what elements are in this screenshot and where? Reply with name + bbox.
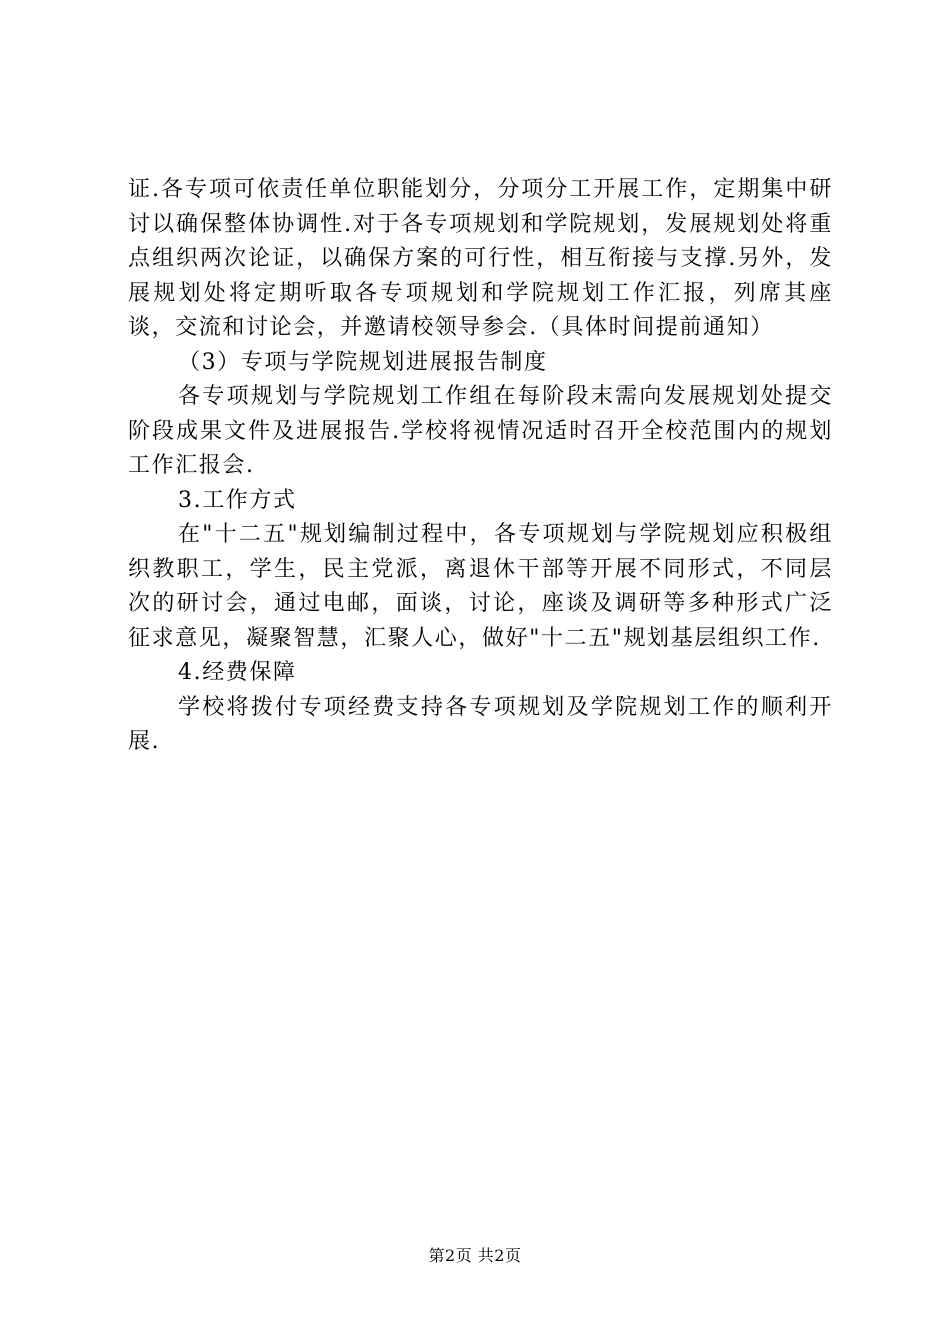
page-number-footer: 第2页 共2页 [428,1246,522,1265]
paragraph-funding: 学校将拨付专项经费支持各专项规划及学院规划工作的顺利开展. [128,694,833,754]
document-body [128,173,833,760]
paragraph-progress-report: 各专项规划与学院规划工作组在每阶段末需向发展规划处提交阶段成果文件及进展报告.学校将视情况适时召开全校范围内的规划工作汇报会. [128,384,833,478]
subheading-progress-report: （3）专项与学院规划进展报告制度 [178,349,548,375]
heading-work-method: 3.工作方式 [178,487,297,513]
paragraph-work-method: 在"十二五"规划编制过程中，各专项规划与学院规划应积极组织教职工，学生，民主党派，离退休干部等开展不同形式，不同层次的研讨会，通过电邮，面谈，讨论，座谈及调研等多种形式广泛征求意见，凝聚智慧，汇聚人心，做好"十二五"规划基层组织工作. [128,522,833,651]
heading-funding: 4.经费保障 [178,660,297,685]
paragraph-continuation: 证.各专项可依责任单位职能划分，分项分工开展工作，定期集中研讨以确保整体协调性.对于各专项规划和学院规划，发展规划处将重点组织两次论证，以确保方案的可行性，相互衔接与支撑.另外，发展规划处将定期听取各专项规划和学院规划工作汇报，列席其座谈，交流和讨论会，并邀请校领导参会.（具体时间提前通知） [128,177,833,340]
